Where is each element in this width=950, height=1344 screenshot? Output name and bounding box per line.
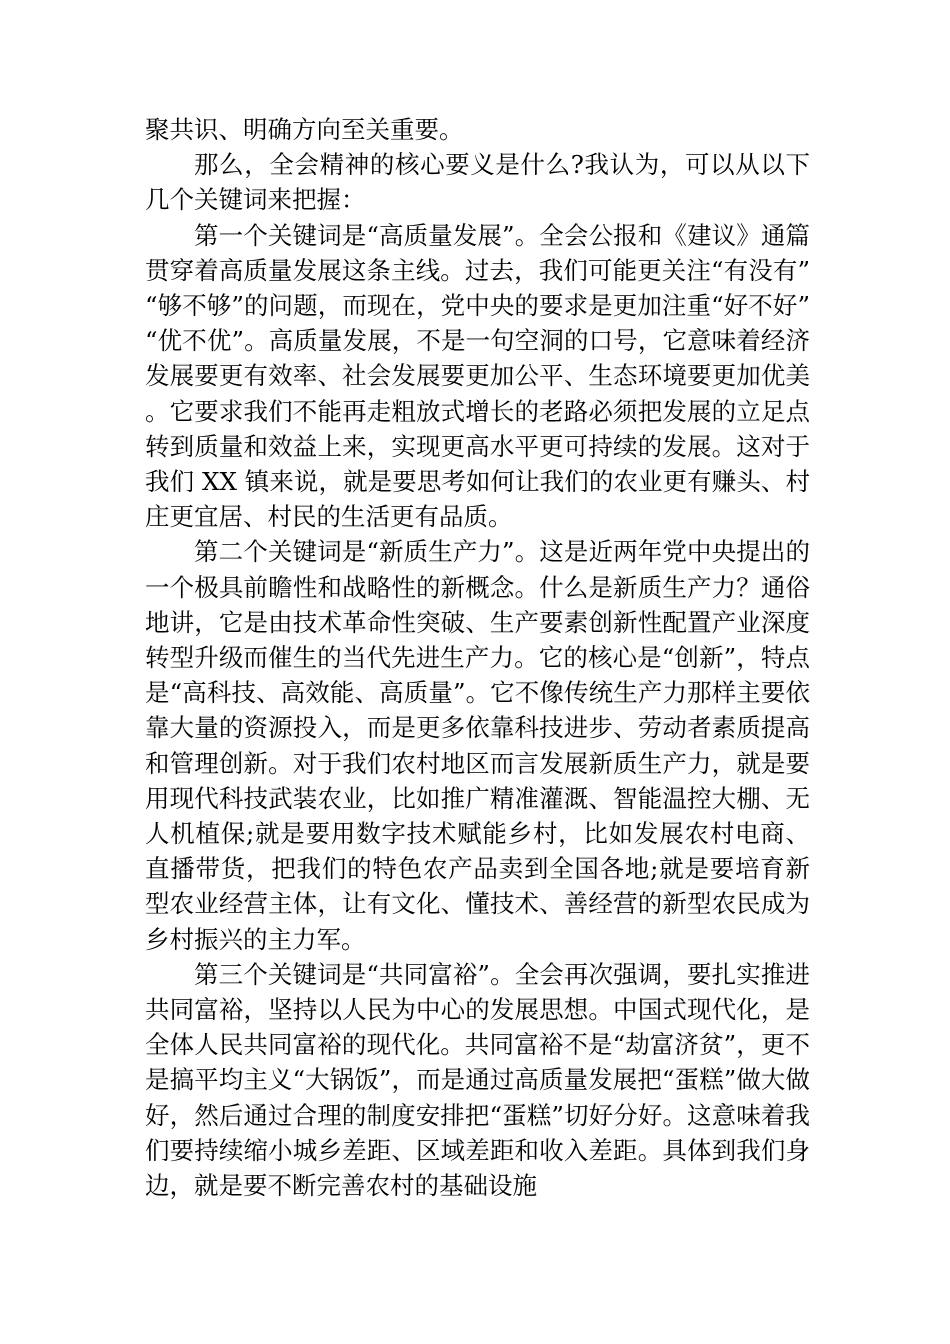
document-body bbox=[145, 112, 810, 1203]
paragraph-continuation: 聚共识、明确方向至关重要。 bbox=[145, 115, 464, 144]
paragraph-intro-question: 那么，全会精神的核心要义是什么?我认为，可以从以下几个关键词来把握： bbox=[145, 150, 810, 215]
paragraph-keyword-high-quality-development: 第一个关键词是“高质量发展”。全会公报和《建议》通篇贯穿着高质量发展这条主线。过去，我们可能更关注“有没有”“够不够”的问题，而现在，党中央的要求是更加注重“好不好”“优不优”。高质量发展，不是一句空洞的口号，它意味着经济发展要更有效率、社会发展要更加公平、生态环境要更加优美。它要求我们不能再走粗放式增长的老路必须把发展的立足点转到质量和效益上来，实现更高水平更可持续的发展。这对于我们 XX 镇来说，就是要思考如何让我们的农业更有赚头、村庄更宜居、村民的生活更有品质。 bbox=[145, 220, 810, 532]
paragraph-keyword-common-prosperity: 第三个关键词是“共同富裕”。全会再次强调，要扎实推进共同富裕，坚持以人民为中心的发展思想。中国式现代化，是全体人民共同富裕的现代化。共同富裕不是“劫富济贫”，更不是搞平均主义“大锅饭”，而是通过高质量发展把“蛋糕”做大做好，然后通过合理的制度安排把“蛋糕”切好分好。这意味着我们要持续缩小城乡差距、区域差距和收入差距。具体到我们身边，就是要不断完善农村的基础设施 bbox=[145, 959, 810, 1201]
paragraph-keyword-new-quality-productivity: 第二个关键词是“新质生产力”。这是近两年党中央提出的一个极具前瞻性和战略性的新概念。什么是新质生产力？通俗地讲，它是由技术革命性突破、生产要素创新性配置产业深度转型升级而催生的当代先进生产力。它的核心是“创新”，特点是“高科技、高效能、高质量”。它不像传统生产力那样主要依靠大量的资源投入，而是更多依靠科技进步、劳动者素质提高和管理创新。对于我们农村地区而言发展新质生产力，就是要用现代科技武装农业，比如推广精准灌溉、智能温控大棚、无人机植保;就是要用数字技术赋能乡村，比如发展农村电商、直播带货，把我们的特色农产品卖到全国各地;就是要培育新型农业经营主体，让有文化、懂技术、善经营的新型农民成为乡村振兴的主力军。 bbox=[145, 537, 810, 954]
